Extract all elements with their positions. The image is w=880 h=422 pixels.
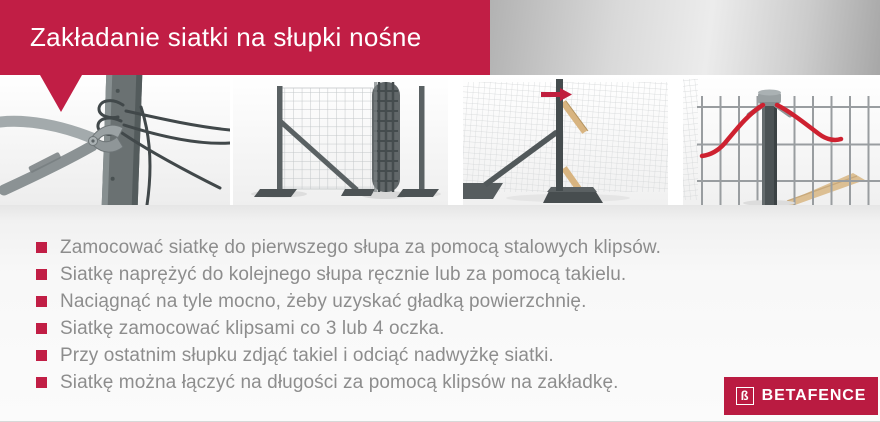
instruction-item: [36, 262, 661, 289]
square-bullet-icon: [36, 377, 47, 388]
square-bullet-icon: [36, 269, 47, 280]
mesh-roll: [372, 82, 400, 192]
instructions-section: [0, 205, 880, 422]
instruction-text: Siatkę naprężyć do kolejnego słupa ręcznie lub za pomocą takielu.: [60, 264, 627, 285]
square-bullet-icon: [36, 296, 47, 307]
instruction-item: [36, 316, 661, 343]
instruction-item: [36, 289, 661, 316]
header-notch-triangle: [40, 75, 82, 112]
page-title: Zakładanie siatki na słupki nośne: [30, 22, 422, 52]
mesh-panel: [280, 88, 373, 189]
instruction-text: Przy ostatnim słupku zdjąć takiel i odciąć nadwyżkę siatki.: [60, 345, 554, 366]
square-bullet-icon: [36, 323, 47, 334]
square-bullet-icon: [36, 350, 47, 361]
instruction-text: Zamocować siatkę do pierwszego słupa za pomocą stalowych klipsów.: [60, 237, 662, 258]
step-photo-tensioning: [463, 75, 668, 205]
instructions-list: [36, 235, 661, 397]
betafence-wordmark: BETAFENCE: [761, 387, 867, 404]
header-gray-gradient: [490, 0, 880, 75]
step-photo-posts-mesh-roll: [233, 75, 448, 205]
photo-strip: [0, 75, 880, 205]
instruction-item: [36, 370, 661, 397]
instruction-text: Siatkę zamocować klipsami co 3 lub 4 oczka.: [60, 318, 445, 339]
square-bullet-icon: [36, 242, 47, 253]
instruction-text: Naciągnąć na tyle mocno, żeby uzyskać gładką powierzchnię.: [60, 291, 587, 312]
post-base-plate: [543, 187, 603, 203]
instruction-item: [36, 343, 661, 370]
header-banner: [0, 0, 490, 75]
step-photo-pliers-clip: [0, 75, 230, 205]
fine-mesh-edge: [683, 79, 698, 200]
fence-post: [101, 75, 142, 205]
betafence-logo: [724, 377, 878, 415]
fence-post: [762, 99, 777, 205]
instruction-text: Siatkę można łączyć na długości za pomocą klipsów na zakładkę.: [60, 372, 619, 393]
step-photo-post-cap-wires: [683, 75, 880, 205]
betafence-b-icon: ß: [736, 387, 754, 405]
instruction-item: [36, 235, 661, 262]
